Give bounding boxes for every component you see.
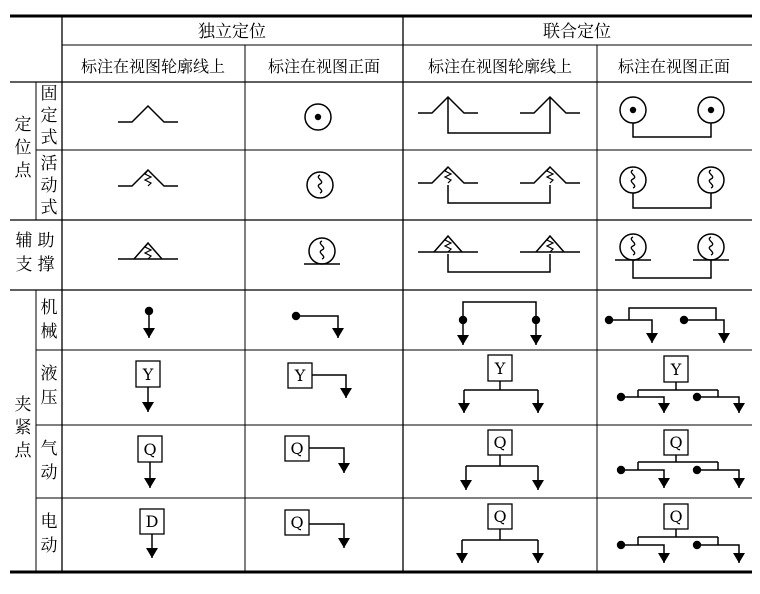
svg-text:固: 固 bbox=[40, 84, 58, 104]
row-label-hydraulic bbox=[41, 364, 58, 408]
row-label-electric bbox=[41, 512, 58, 556]
group-label-support bbox=[16, 231, 55, 275]
fixed-combined-face-symbol bbox=[620, 97, 724, 137]
mechanical-combined-face-symbol bbox=[605, 308, 724, 343]
svg-text:Y: Y bbox=[494, 359, 506, 378]
svg-text:支: 支 bbox=[15, 255, 33, 275]
svg-text:Q: Q bbox=[669, 433, 683, 452]
svg-text:动: 动 bbox=[40, 463, 58, 483]
hydraulic-combined-outline-symbol bbox=[464, 355, 538, 413]
movable-point-outline-symbol bbox=[118, 170, 178, 186]
svg-text:动: 动 bbox=[40, 536, 58, 556]
pneumatic-clamp-face-symbol bbox=[285, 436, 344, 473]
svg-text:动: 动 bbox=[40, 176, 58, 196]
electric-clamp-outline-symbol bbox=[140, 509, 164, 558]
svg-text:Q: Q bbox=[493, 507, 507, 526]
hydraulic-clamp-outline-symbol bbox=[136, 361, 160, 412]
svg-text:撑: 撑 bbox=[37, 255, 55, 275]
mechanical-combined-outline-symbol bbox=[459, 302, 540, 345]
movable-combined-outline-symbol bbox=[418, 167, 580, 203]
svg-text:活: 活 bbox=[40, 154, 58, 174]
svg-text:Y: Y bbox=[670, 360, 682, 379]
support-outline-symbol bbox=[118, 243, 178, 259]
svg-text:机: 机 bbox=[40, 298, 58, 318]
svg-text:位: 位 bbox=[14, 138, 32, 158]
svg-text:夹: 夹 bbox=[14, 395, 32, 415]
svg-text:械: 械 bbox=[40, 322, 58, 342]
subheader-3: 标注在视图轮廓线上 bbox=[427, 57, 573, 76]
svg-text:Q: Q bbox=[669, 507, 683, 526]
pneumatic-combined-face-symbol bbox=[617, 430, 739, 488]
svg-text:Q: Q bbox=[290, 439, 304, 458]
svg-text:Q: Q bbox=[290, 513, 304, 532]
svg-text:式: 式 bbox=[40, 198, 58, 218]
hydraulic-clamp-face-symbol bbox=[288, 363, 346, 398]
svg-text:D: D bbox=[145, 512, 159, 531]
support-combined-outline-symbol bbox=[418, 236, 580, 272]
fixed-combined-outline-symbol bbox=[418, 97, 580, 133]
group-label-clamping bbox=[15, 395, 33, 461]
fixed-point-face-symbol bbox=[305, 104, 331, 130]
svg-text:Y: Y bbox=[142, 365, 154, 384]
movable-combined-face-symbol bbox=[620, 167, 724, 208]
electric-clamp-face-symbol bbox=[285, 510, 344, 548]
subheader-1: 标注在视图轮廓线上 bbox=[80, 57, 226, 76]
electric-combined-outline-symbol bbox=[462, 504, 538, 563]
svg-text:定: 定 bbox=[14, 115, 32, 135]
row-label-fixed bbox=[41, 84, 58, 148]
mechanical-clamp-outline-symbol bbox=[145, 307, 153, 338]
header-independent: 独立定位 bbox=[198, 22, 266, 42]
svg-text:液: 液 bbox=[40, 364, 58, 384]
mechanical-clamp-face-symbol bbox=[292, 312, 338, 338]
svg-text:Q: Q bbox=[143, 440, 157, 459]
subheader-2: 标注在视图正面 bbox=[267, 57, 381, 76]
svg-text:气: 气 bbox=[40, 439, 58, 459]
svg-text:电: 电 bbox=[40, 512, 58, 532]
svg-text:点: 点 bbox=[14, 441, 32, 461]
svg-text:点: 点 bbox=[14, 161, 32, 181]
svg-text:Y: Y bbox=[294, 366, 306, 385]
svg-text:压: 压 bbox=[40, 388, 58, 408]
row-label-pneumatic bbox=[41, 439, 58, 483]
svg-text:助: 助 bbox=[37, 231, 55, 251]
fixed-point-outline-symbol bbox=[118, 106, 178, 122]
svg-text:辅: 辅 bbox=[15, 231, 33, 251]
subheader-4: 标注在视图正面 bbox=[617, 57, 731, 76]
svg-text:Q: Q bbox=[493, 433, 507, 452]
row-label-mechanical bbox=[41, 298, 58, 342]
support-face-symbol bbox=[304, 238, 340, 264]
pneumatic-clamp-outline-symbol bbox=[138, 436, 162, 488]
support-combined-face-symbol bbox=[615, 234, 729, 278]
row-label-movable bbox=[41, 154, 58, 218]
movable-point-face-symbol bbox=[307, 172, 333, 198]
header-combined: 联合定位 bbox=[543, 22, 611, 42]
hydraulic-combined-face-symbol bbox=[617, 356, 739, 413]
svg-text:式: 式 bbox=[40, 128, 58, 148]
pneumatic-combined-outline-symbol bbox=[466, 430, 538, 490]
group-label-locating bbox=[15, 115, 33, 181]
electric-combined-face-symbol bbox=[617, 504, 739, 563]
svg-text:紧: 紧 bbox=[14, 418, 32, 438]
svg-text:定: 定 bbox=[40, 106, 58, 126]
